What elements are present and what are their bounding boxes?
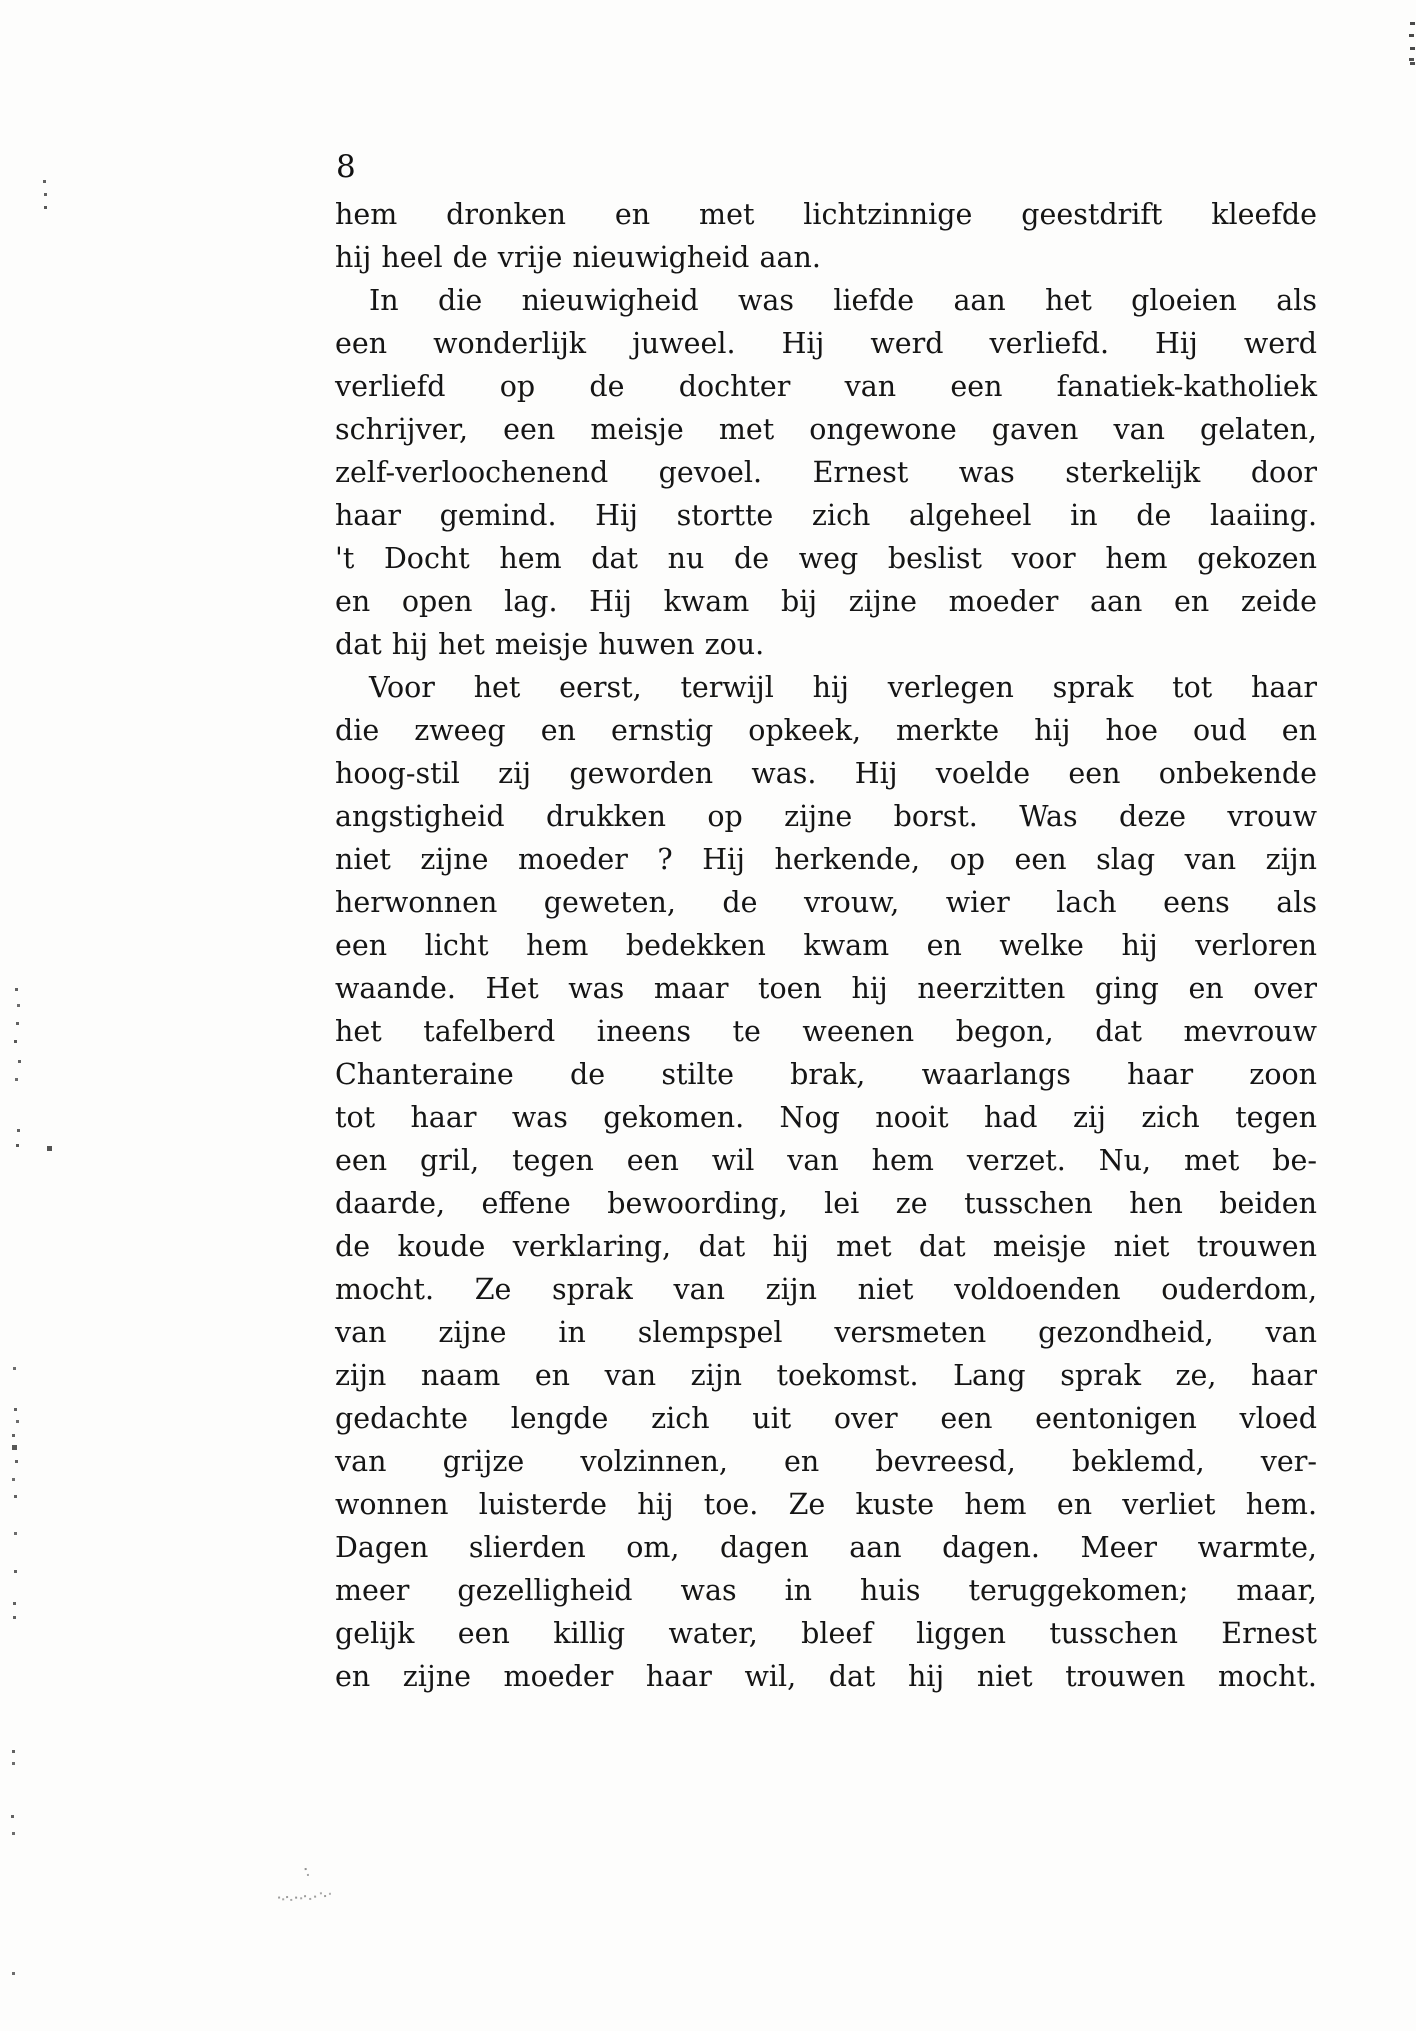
page-number: 8 — [336, 149, 356, 185]
text-line: een licht hem bedekken kwam en welke hij verloren — [335, 929, 1317, 962]
text-line: tot haar was gekomen. Nog nooit had zij zich tegen — [335, 1101, 1317, 1134]
body-text — [335, 193, 1317, 1698]
text-line: Chanteraine de stilte brak, waarlangs haar zoon — [335, 1058, 1317, 1091]
text-line: dat hij het meisje huwen zou. — [335, 628, 765, 661]
text-line: van grijze volzinnen, en bevreesd, beklemd, ver- — [335, 1445, 1317, 1478]
text-line: In die nieuwigheid was liefde aan het gloeien als — [369, 284, 1317, 317]
text-line: verliefd op de dochter van een fanatiek-katholiek — [335, 370, 1317, 403]
text-line: daarde, effene bewoording, lei ze tusschen hen beiden — [335, 1187, 1317, 1220]
text-line: het tafelberd ineens te weenen begon, dat mevrouw — [335, 1015, 1317, 1048]
text-line: hoog-stil zij geworden was. Hij voelde een onbekende — [335, 757, 1317, 790]
text-line: waande. Het was maar toen hij neerzitten ging en over — [335, 972, 1317, 1005]
text-line: 't Docht hem dat nu de weg beslist voor hem gekozen — [335, 542, 1317, 575]
text-line: wonnen luisterde hij toe. Ze kuste hem en verliet hem. — [335, 1488, 1317, 1521]
text-line: niet zijne moeder ? Hij herkende, op een slag van zijn — [335, 843, 1317, 876]
text-line: en open lag. Hij kwam bij zijne moeder aan en zeide — [335, 585, 1317, 618]
text-line: gedachte lengde zich uit over een eentonigen vloed — [335, 1402, 1317, 1435]
text-line: Voor het eerst, terwijl hij verlegen sprak tot haar — [369, 671, 1317, 704]
text-line: die zweeg en ernstig opkeek, merkte hij hoe oud en — [335, 714, 1317, 747]
right-edge-scan-marks — [0, 0, 5, 3]
text-line: Dagen slierden om, dagen aan dagen. Meer warmte, — [335, 1531, 1317, 1564]
text-line: en zijne moeder haar wil, dat hij niet trouwen mocht. — [335, 1660, 1317, 1693]
text-line: hem dronken en met lichtzinnige geestdrift kleefde — [335, 198, 1317, 231]
text-line: zelf-verloochenend gevoel. Ernest was sterkelijk door — [335, 456, 1317, 489]
text-line: van zijne in slempspel versmeten gezondheid, van — [335, 1316, 1317, 1349]
text-line: mocht. Ze sprak van zijn niet voldoenden ouderdom, — [335, 1273, 1317, 1306]
text-line: haar gemind. Hij stortte zich algeheel in de laaiing. — [335, 499, 1317, 532]
text-line: de koude verklaring, dat hij met dat meisje niet trouwen — [335, 1230, 1317, 1263]
text-line: herwonnen geweten, de vrouw, wier lach eens als — [335, 886, 1317, 919]
text-line: zijn naam en van zijn toekomst. Lang sprak ze, haar — [335, 1359, 1317, 1392]
text-line: angstigheid drukken op zijne borst. Was deze vrouw — [335, 800, 1317, 833]
text-line: een gril, tegen een wil van hem verzet. Nu, met be- — [335, 1144, 1317, 1177]
text-line: gelijk een killig water, bleef liggen tusschen Ernest — [335, 1617, 1317, 1650]
text-line: schrijver, een meisje met ongewone gaven van gelaten, — [335, 413, 1317, 446]
text-line: hij heel de vrije nieuwigheid aan. — [335, 241, 821, 274]
text-line: meer gezelligheid was in huis teruggekomen; maar, — [335, 1574, 1317, 1607]
text-line: een wonderlijk juweel. Hij werd verliefd. Hij werd — [335, 327, 1317, 360]
pencil-smudge — [276, 1884, 341, 1905]
